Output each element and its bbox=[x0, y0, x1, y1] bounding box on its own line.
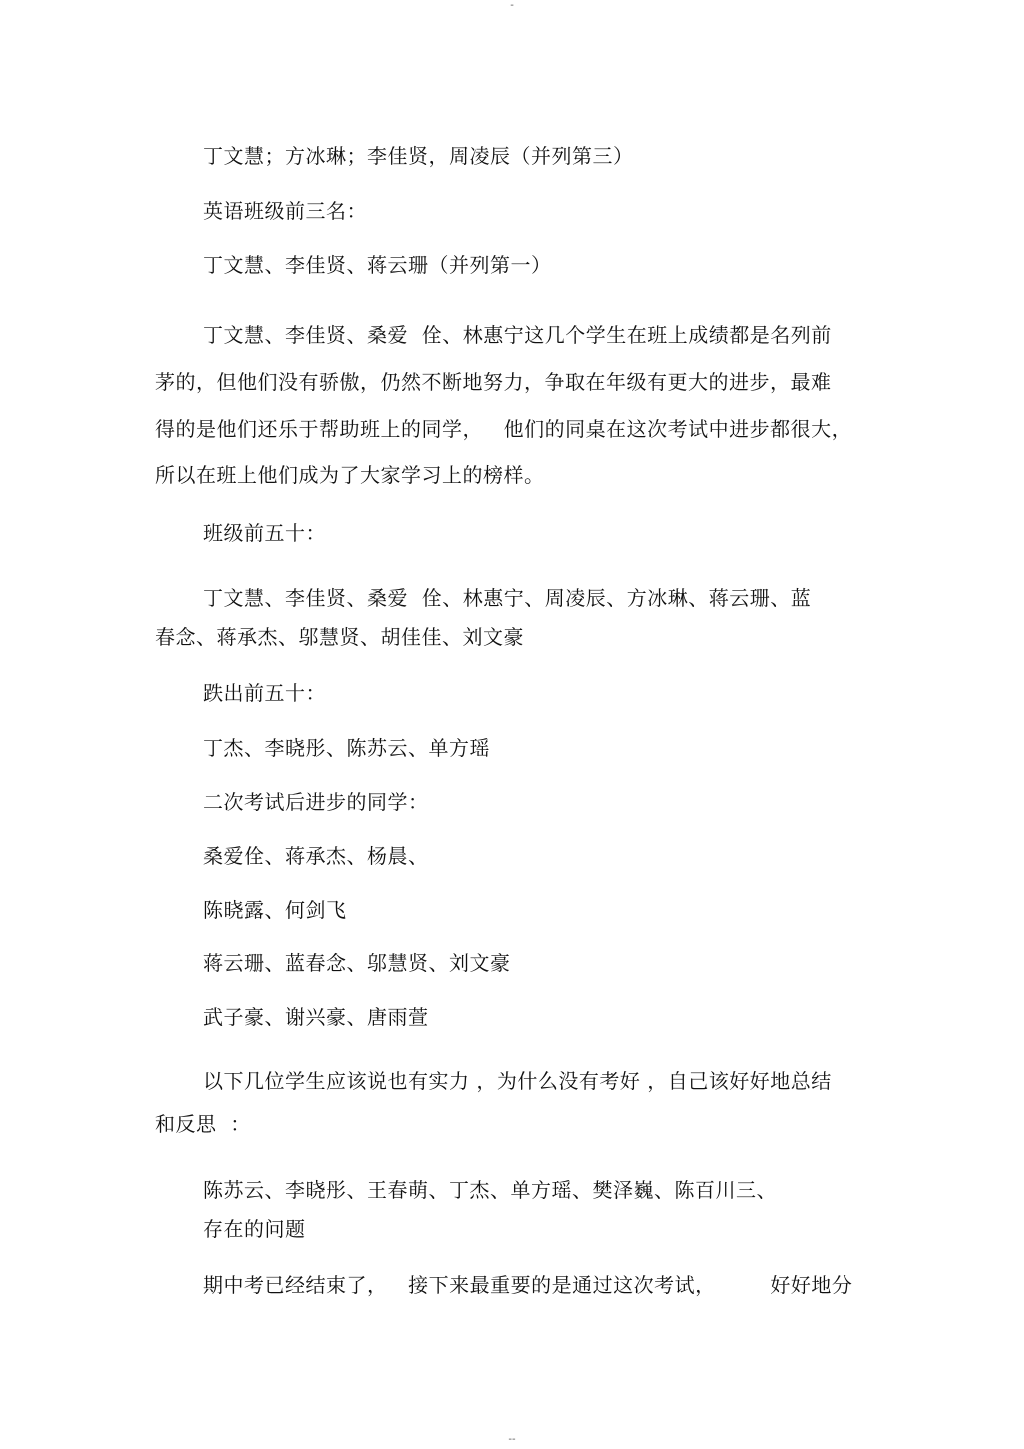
text-line: 陈晓露、何剑飞 bbox=[203, 898, 347, 922]
paragraph-line: 丁文慧、李佳贤、桑爱 佺、林惠宁这几个学生在班上成绩都是名列前 bbox=[203, 323, 832, 347]
text-line: 桑爱佺、蒋承杰、杨晨、 bbox=[203, 844, 429, 868]
paragraph-line: 得的是他们还乐于帮助班上的同学， 他们的同桌在这次考试中进步都很大， bbox=[155, 417, 853, 441]
text-line: 武子豪、谢兴豪、唐雨萱 bbox=[203, 1005, 429, 1029]
paragraph-line: 春念、蒋承杰、邬慧贤、胡佳佳、刘文豪 bbox=[155, 625, 524, 649]
section-heading: 跌出前五十： bbox=[203, 681, 326, 705]
paragraph-line: 丁文慧、李佳贤、桑爱 佺、林惠宁、周凌辰、方冰琳、蒋云珊、蓝 bbox=[203, 586, 812, 610]
paragraph-line: 以下几位学生应该说也有实力 ，为什么没有考好 ，自己该好好地总结 bbox=[203, 1069, 832, 1093]
footer-mark: -- bbox=[508, 1434, 516, 1445]
paragraph-line: 所以在班上他们成为了大家学习上的榜样。 bbox=[155, 463, 545, 487]
text-line: 丁文慧；方冰琳；李佳贤，周凌辰（并列第三） bbox=[203, 144, 634, 168]
text-line: 丁文慧、李佳贤、蒋云珊（并列第一） bbox=[203, 253, 552, 277]
text-line: 陈苏云、李晓彤、王春萌、丁杰、单方瑶、樊泽巍、陈百川三、 bbox=[203, 1178, 777, 1202]
section-heading: 班级前五十： bbox=[203, 521, 326, 545]
text-line: 蒋云珊、蓝春念、邬慧贤、刘文豪 bbox=[203, 951, 511, 975]
header-mark: - bbox=[510, 0, 514, 11]
section-heading: 存在的问题 bbox=[203, 1217, 306, 1241]
paragraph-line: 和反思 ： bbox=[155, 1112, 251, 1136]
text-line: 丁杰、李晓彤、陈苏云、单方瑶 bbox=[203, 736, 490, 760]
section-heading: 英语班级前三名： bbox=[203, 199, 367, 223]
section-heading: 二次考试后进步的同学： bbox=[203, 790, 429, 814]
paragraph-line: 茅的，但他们没有骄傲，仍然不断地努力，争取在年级有更大的进步，最难 bbox=[155, 370, 832, 394]
paragraph-line: 期中考已经结束了， 接下来最重要的是通过这次考试， 好好地分 bbox=[203, 1273, 853, 1297]
